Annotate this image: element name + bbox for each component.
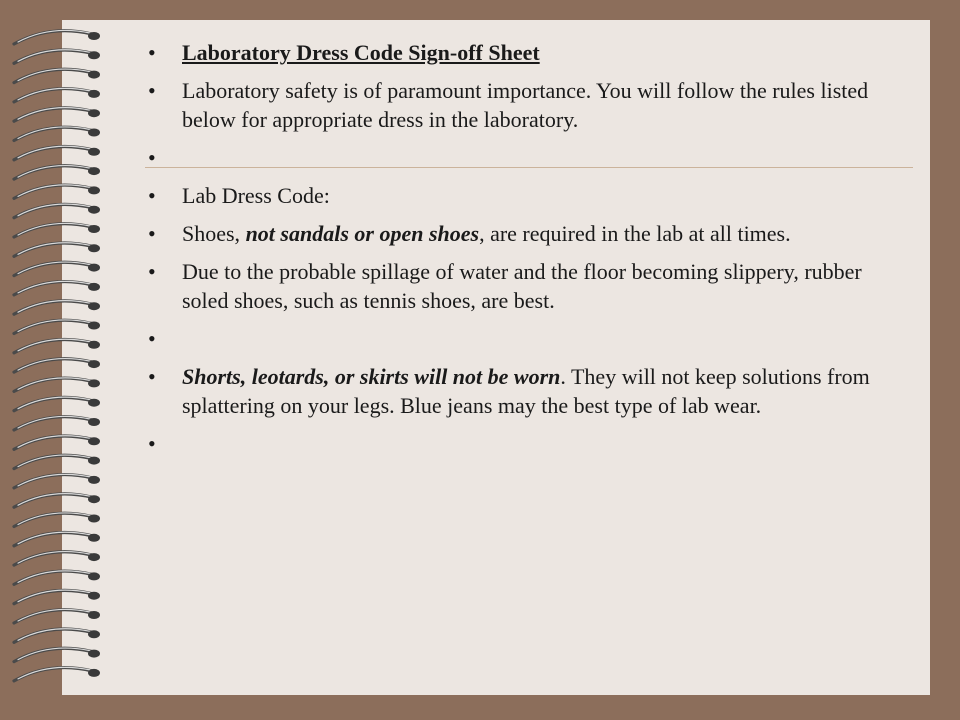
bullet-marker: • <box>148 431 156 456</box>
shoes-emphasis: not sandals or open shoes <box>245 221 480 246</box>
bullet-spillage <box>148 257 888 315</box>
bullet-shorts <box>148 362 888 420</box>
intro-text: Laboratory safety is of paramount importance. You will follow the rules listed below for appropriate dress in the laboratory. <box>182 78 869 132</box>
bullet-marker: • <box>148 145 156 170</box>
bullet-empty <box>148 429 888 458</box>
sheet-title: Laboratory Dress Code Sign-off Sheet <box>182 40 540 65</box>
slide-content <box>148 38 888 467</box>
bullet-empty <box>148 324 888 353</box>
shoes-post: , are required in the lab at all times. <box>479 221 791 246</box>
bullet-marker: • <box>148 221 156 246</box>
dress-code-heading: Lab Dress Code: <box>182 183 330 208</box>
shoes-pre: Shoes, <box>182 221 246 246</box>
bullet-marker: • <box>148 326 156 351</box>
bullet-marker: • <box>148 40 156 65</box>
shorts-text <box>182 364 870 418</box>
bullet-empty <box>148 143 888 172</box>
bullet-marker: • <box>148 183 156 208</box>
bullet-marker: • <box>148 364 156 389</box>
shorts-emphasis: Shorts, leotards, or skirts will not be worn <box>182 364 561 389</box>
bullet-marker: • <box>148 78 156 103</box>
shorts-post: . They will not keep solutions from splattering on your legs. Blue jeans may the best type of lab wear. <box>182 364 870 418</box>
shoes-text <box>182 221 791 246</box>
bullet-title <box>148 38 888 67</box>
bullet-shoes <box>148 219 888 248</box>
spillage-text: Due to the probable spillage of water and the floor becoming slippery, rubber soled shoes, such as tennis shoes, are best. <box>182 259 862 313</box>
bullet-intro <box>148 76 888 134</box>
bullet-dress-code <box>148 181 888 210</box>
bullet-marker: • <box>148 259 156 284</box>
